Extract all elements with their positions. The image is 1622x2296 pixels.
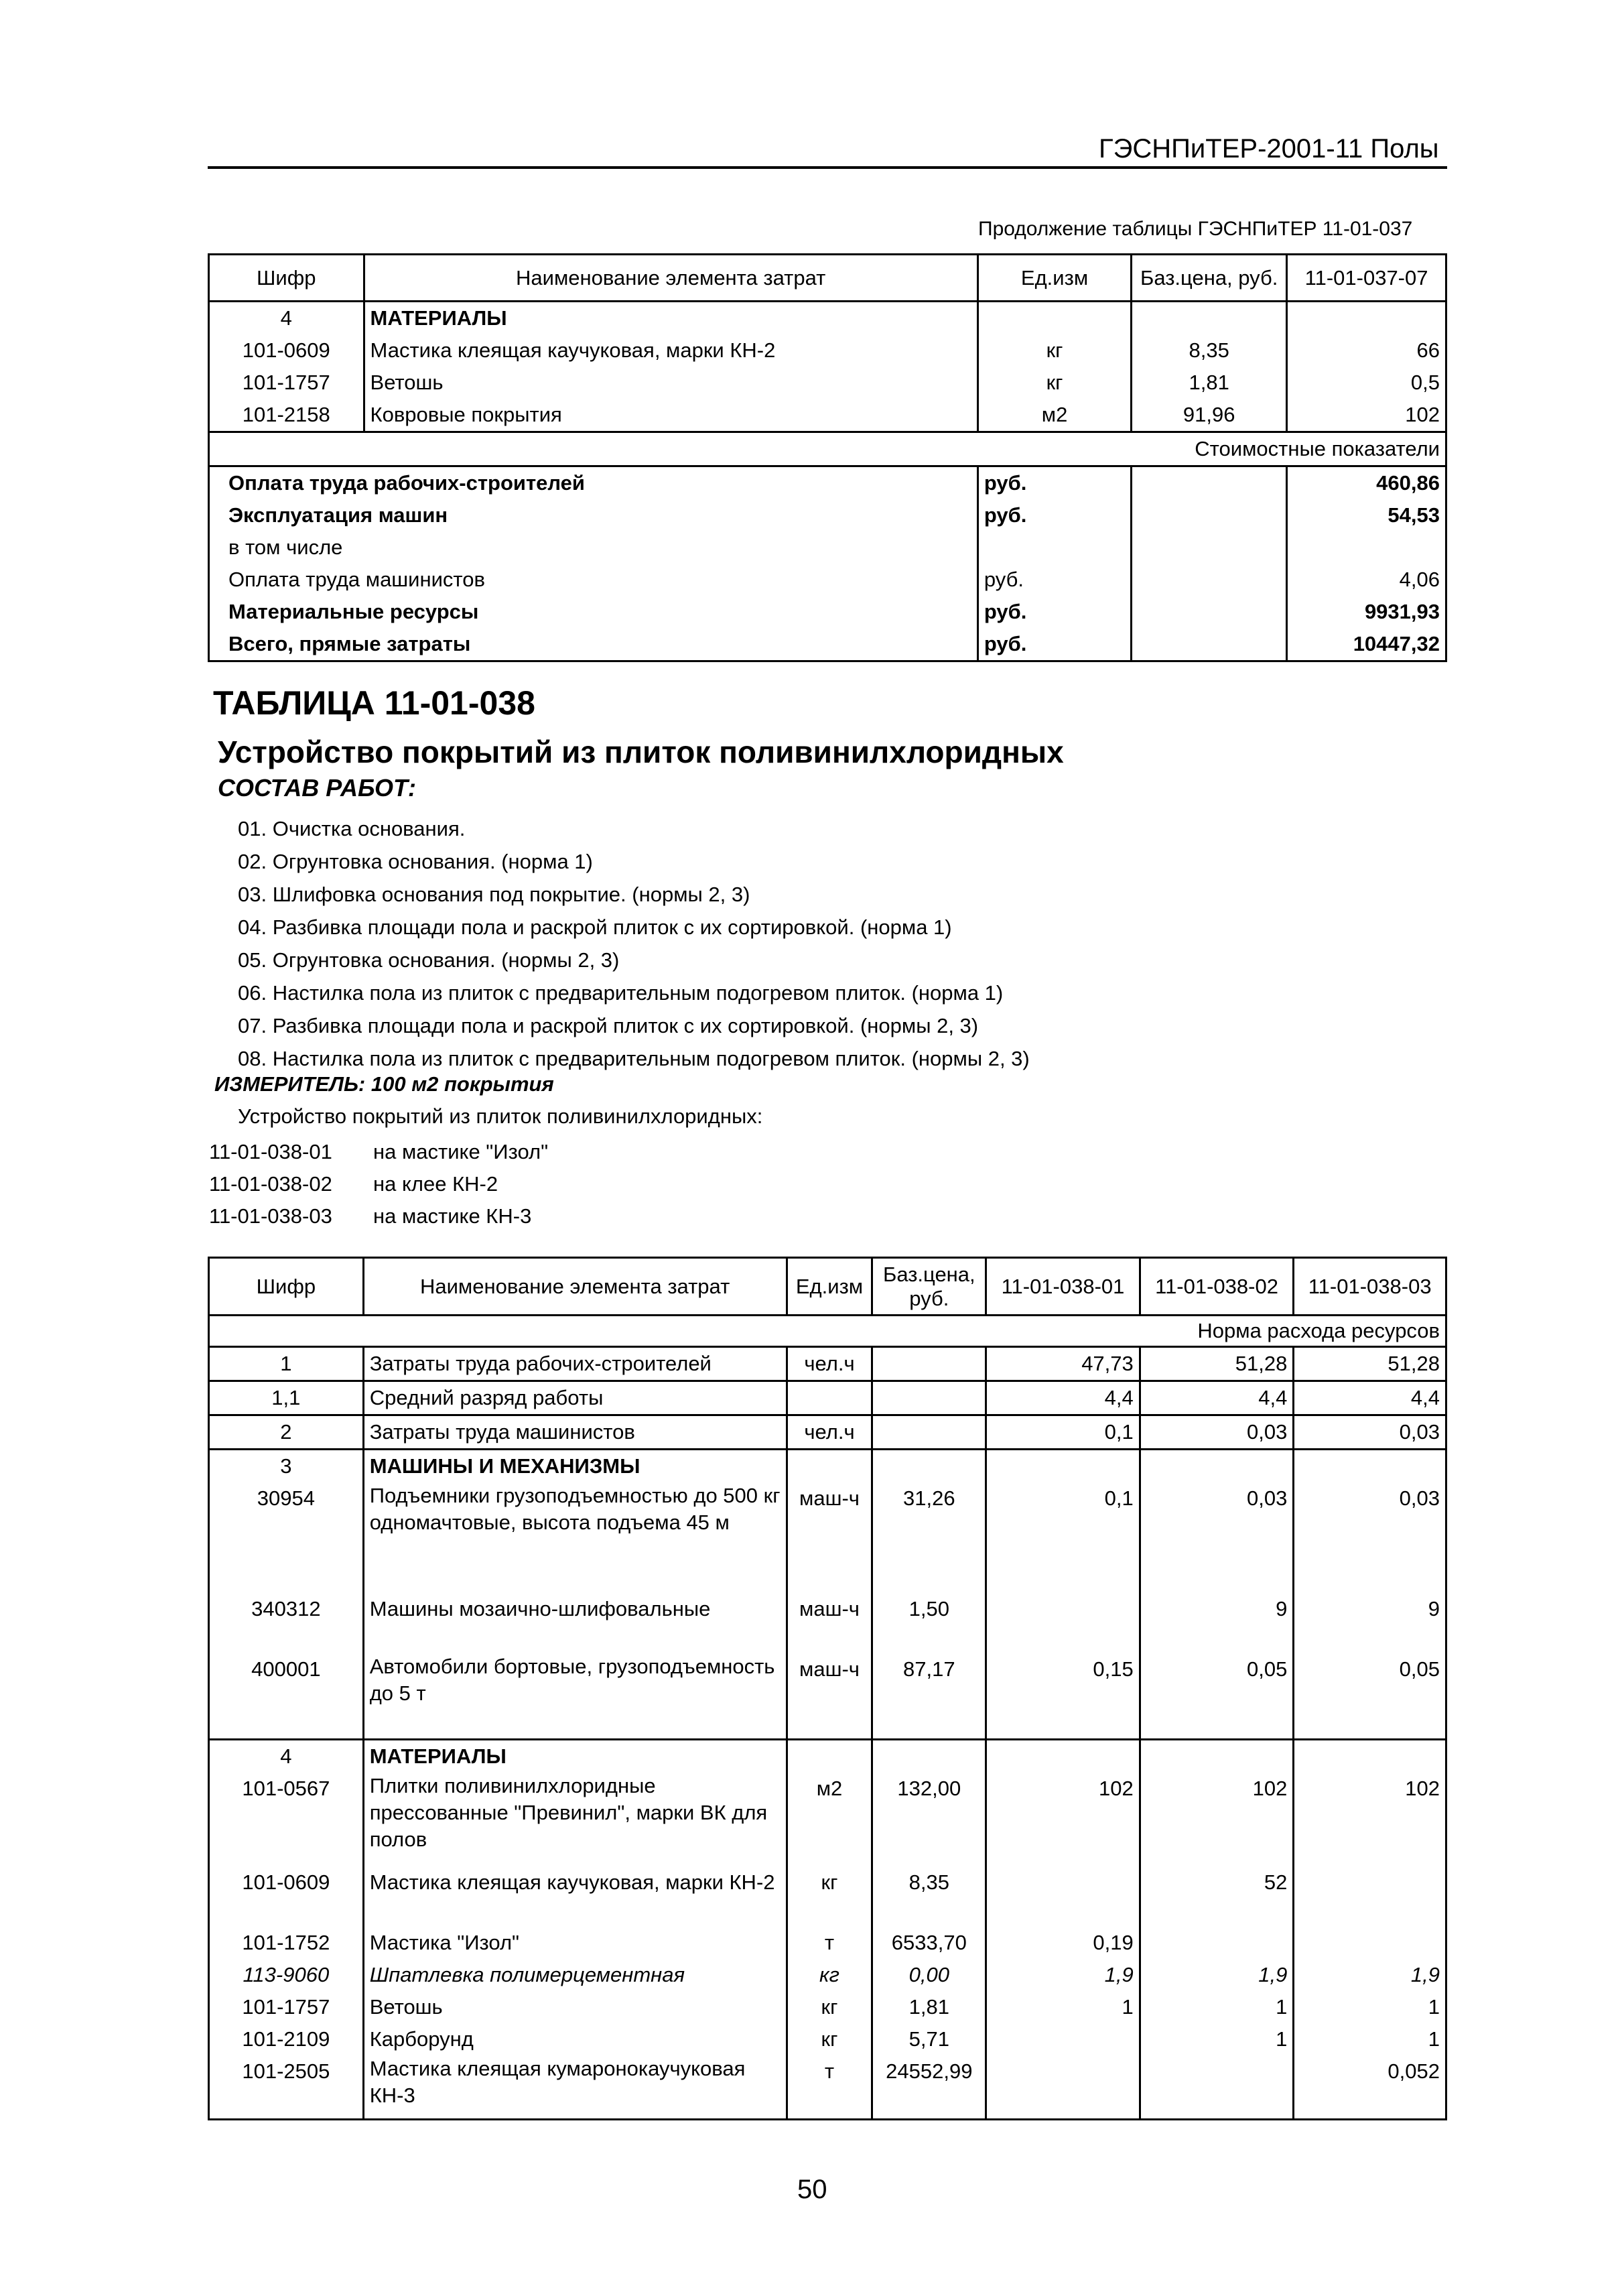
cell-code: 2 xyxy=(209,1415,364,1450)
cost-label-row xyxy=(209,432,1446,466)
norm-label: Норма расхода ресурсов xyxy=(209,1316,1446,1347)
cell-norm-3: 51,28 xyxy=(1294,1347,1446,1381)
cell-code: 101-0609 xyxy=(209,334,364,367)
cost-name: Оплата труда рабочих-строителей xyxy=(209,466,978,500)
col-header-norm-2: 11-01-038-02 xyxy=(1140,1258,1294,1316)
cell-norm-3: 0,03 xyxy=(1294,1482,1446,1593)
cell-unit: кг xyxy=(787,1991,872,2023)
cell-price: 24552,99 xyxy=(872,2055,986,2120)
work-item: 04. Разбивка площади пола и раскрой плиток с их сортировкой. (норма 1) xyxy=(238,915,952,939)
variant-code: 11-01-038-03 xyxy=(209,1204,332,1228)
cell-unit xyxy=(787,1381,872,1415)
cost-unit: руб. xyxy=(977,499,1131,531)
cell-norm-3: 0,052 xyxy=(1294,2055,1446,2120)
cell-code: 101-1752 xyxy=(209,1927,364,1959)
cell-code: 1,1 xyxy=(209,1381,364,1415)
cell-norm-1 xyxy=(986,1593,1140,1653)
cell-value: 0,5 xyxy=(1287,367,1446,399)
cell-unit: кг xyxy=(787,1866,872,1927)
col-header-name: Наименование элемента затрат xyxy=(364,255,977,302)
cell-name: Шпатлевка полимерцементная xyxy=(363,1959,787,1991)
cost-name: в том числе xyxy=(209,531,978,564)
cell-code: 340312 xyxy=(209,1593,364,1653)
work-item: 01. Очистка основания. xyxy=(238,817,466,840)
section-number: 4 xyxy=(209,1739,364,1773)
variant-code: 11-01-038-01 xyxy=(209,1140,332,1163)
cell-norm-2 xyxy=(1140,1927,1294,1959)
cell-price: 1,81 xyxy=(872,1991,986,2023)
cost-unit: руб. xyxy=(977,466,1131,500)
cell-price: 1,50 xyxy=(872,1593,986,1653)
cell-code: 101-2505 xyxy=(209,2055,364,2120)
material-row xyxy=(209,1927,1446,1959)
cell-name: Мастика "Изол" xyxy=(363,1927,787,1959)
cell-unit: чел.ч xyxy=(787,1347,872,1381)
work-item: 06. Настилка пола из плиток с предварительным подогревом плиток. (норма 1) xyxy=(238,981,1004,1005)
labor-row xyxy=(209,1415,1446,1450)
cell-code: 1 xyxy=(209,1347,364,1381)
cell-name: Машины мозаично-шлифовальные xyxy=(363,1593,787,1653)
cell-norm-2: 102 xyxy=(1140,1773,1294,1866)
cell-price: 1,81 xyxy=(1132,367,1287,399)
material-row xyxy=(209,1991,1446,2023)
variant-text: на мастике КН-3 xyxy=(373,1204,532,1228)
cell-code: 400001 xyxy=(209,1653,364,1739)
cell-unit: маш-ч xyxy=(787,1593,872,1653)
cell-name: Затраты труда рабочих-строителей xyxy=(363,1347,787,1381)
col-header-code: Шифр xyxy=(209,1258,364,1316)
cost-unit: руб. xyxy=(977,628,1131,661)
cell-norm-3 xyxy=(1294,1866,1446,1927)
cell-name: Карборунд xyxy=(363,2023,787,2055)
cell-name: Мастика клеящая каучуковая, марки КН-2 xyxy=(364,334,977,367)
cell-norm-2 xyxy=(1140,2055,1294,2120)
section-title: МАШИНЫ И МЕХАНИЗМЫ xyxy=(363,1450,787,1483)
col-header-price: Баз.цена, руб. xyxy=(1132,255,1287,302)
col-header-name: Наименование элемента затрат xyxy=(363,1258,787,1316)
cell-unit: кг xyxy=(977,334,1131,367)
cell-norm-3: 0,05 xyxy=(1294,1653,1446,1739)
col-header-norm-3: 11-01-038-03 xyxy=(1294,1258,1446,1316)
cost-unit xyxy=(977,531,1131,564)
col-header-norm-1: 11-01-038-01 xyxy=(986,1258,1140,1316)
table-row xyxy=(209,334,1446,367)
cell-name: Мастика клеящая кумаронокаучуковая КН-3 xyxy=(363,2055,787,2120)
cost-name: Материальные ресурсы xyxy=(209,596,978,628)
section-number: 3 xyxy=(209,1450,364,1483)
cell-norm-3: 4,4 xyxy=(1294,1381,1446,1415)
norm-label-row xyxy=(209,1316,1446,1347)
cost-value: 4,06 xyxy=(1287,564,1446,596)
cost-value: 460,86 xyxy=(1287,466,1446,500)
cell-name: Плитки поливинилхлоридные прессованные "Превинил", марки ВК для полов xyxy=(363,1773,787,1866)
variant-item xyxy=(209,1168,548,1200)
cell-norm-1: 0,15 xyxy=(986,1653,1140,1739)
cell-unit: кг xyxy=(787,1959,872,1991)
cell-code: 101-1757 xyxy=(209,367,364,399)
table-11-01-038 xyxy=(208,1257,1447,2120)
material-row xyxy=(209,1866,1446,1927)
material-row xyxy=(209,2055,1446,2120)
cell-norm-1: 1 xyxy=(986,1991,1140,2023)
cost-value: 54,53 xyxy=(1287,499,1446,531)
cell-norm-3 xyxy=(1294,1927,1446,1959)
table-subtitle: Устройство покрытий из плиток поливинилхлоридных xyxy=(218,735,1064,769)
cost-label: Стоимостные показатели xyxy=(209,432,1446,466)
meter-label: ИЗМЕРИТЕЛЬ: 100 м2 покрытия xyxy=(214,1072,554,1096)
cell-norm-2: 0,05 xyxy=(1140,1653,1294,1739)
cell-name: Ветошь xyxy=(363,1991,787,2023)
cell-norm-3: 102 xyxy=(1294,1773,1446,1866)
header-rule xyxy=(208,166,1447,169)
variants-list xyxy=(209,1136,548,1232)
section-title: МАТЕРИАЛЫ xyxy=(363,1739,787,1773)
cost-name: Всего, прямые затраты xyxy=(209,628,978,661)
cell-price: 31,26 xyxy=(872,1482,986,1593)
machine-row xyxy=(209,1653,1446,1739)
cell-name: Мастика клеящая каучуковая, марки КН-2 xyxy=(363,1866,787,1927)
col-header-unit: Ед.изм xyxy=(787,1258,872,1316)
cost-row xyxy=(209,596,1446,628)
variant-text: на клее КН-2 xyxy=(373,1172,498,1196)
cell-unit: м2 xyxy=(977,399,1131,432)
cell-norm-1: 102 xyxy=(986,1773,1140,1866)
table-row xyxy=(209,399,1446,432)
work-item: 08. Настилка пола из плиток с предварительным подогревом плиток. (нормы 2, 3) xyxy=(238,1047,1030,1070)
cell-norm-1 xyxy=(986,2055,1140,2120)
running-header: ГЭСНПиТЕР-2001-11 Полы xyxy=(1099,134,1439,164)
section-number: 4 xyxy=(209,302,364,335)
cell-price: 87,17 xyxy=(872,1653,986,1739)
cost-row xyxy=(209,499,1446,531)
section-row xyxy=(209,1450,1446,1483)
cell-unit: кг xyxy=(787,2023,872,2055)
cell-unit: т xyxy=(787,2055,872,2120)
cell-name: Ковровые покрытия xyxy=(364,399,977,432)
cell-value: 102 xyxy=(1287,399,1446,432)
cell-price: 132,00 xyxy=(872,1773,986,1866)
variant-text: на мастике "Изол" xyxy=(373,1140,549,1163)
cell-norm-2: 0,03 xyxy=(1140,1482,1294,1593)
cell-norm-2: 1,9 xyxy=(1140,1959,1294,1991)
cell-norm-3: 1,9 xyxy=(1294,1959,1446,1991)
cost-unit: руб. xyxy=(977,596,1131,628)
labor-row xyxy=(209,1347,1446,1381)
cell-norm-2: 1 xyxy=(1140,1991,1294,2023)
cell-price xyxy=(872,1415,986,1450)
cell-name: Автомобили бортовые, грузоподъемность до 5 т xyxy=(363,1653,787,1739)
cell-norm-2: 52 xyxy=(1140,1866,1294,1927)
cell-norm-2: 0,03 xyxy=(1140,1415,1294,1450)
machine-row xyxy=(209,1593,1446,1653)
cost-row xyxy=(209,531,1446,564)
cell-norm-2: 4,4 xyxy=(1140,1381,1294,1415)
cell-code: 101-2109 xyxy=(209,2023,364,2055)
cell-norm-3: 1 xyxy=(1294,1991,1446,2023)
cell-norm-3: 1 xyxy=(1294,2023,1446,2055)
cell-price: 6533,70 xyxy=(872,1927,986,1959)
work-item: 07. Разбивка площади пола и раскрой плиток с их сортировкой. (нормы 2, 3) xyxy=(238,1014,979,1037)
cell-price: 91,96 xyxy=(1132,399,1287,432)
cell-norm-3: 9 xyxy=(1294,1593,1446,1653)
cell-norm-1: 0,1 xyxy=(986,1482,1140,1593)
cell-price xyxy=(872,1381,986,1415)
col-header-code: Шифр xyxy=(209,255,364,302)
cell-price xyxy=(872,1347,986,1381)
section-row xyxy=(209,1739,1446,1773)
cost-row xyxy=(209,466,1446,500)
cell-norm-1 xyxy=(986,2023,1140,2055)
cell-code: 30954 xyxy=(209,1482,364,1593)
cell-price: 8,35 xyxy=(872,1866,986,1927)
cell-unit: м2 xyxy=(787,1773,872,1866)
cell-code: 101-0567 xyxy=(209,1773,364,1866)
cell-norm-1: 1,9 xyxy=(986,1959,1140,1991)
meter-intro: Устройство покрытий из плиток поливинилхлоридных: xyxy=(238,1104,763,1128)
section-row xyxy=(209,302,1446,335)
cost-unit: руб. xyxy=(977,564,1131,596)
cell-norm-1 xyxy=(986,1866,1140,1927)
cell-name: Подъемники грузоподъемностью до 500 кг одномачтовые, высота подъема 45 м xyxy=(363,1482,787,1593)
cost-row xyxy=(209,628,1446,661)
cell-name: Ветошь xyxy=(364,367,977,399)
cell-unit: кг xyxy=(977,367,1131,399)
cell-price: 8,35 xyxy=(1132,334,1287,367)
col-header-norm: 11-01-037-07 xyxy=(1287,255,1446,302)
works-heading: СОСТАВ РАБОТ: xyxy=(218,774,416,802)
table-row xyxy=(209,367,1446,399)
col-header-unit: Ед.изм xyxy=(977,255,1131,302)
cost-value: 10447,32 xyxy=(1287,628,1446,661)
machine-row xyxy=(209,1482,1446,1593)
labor-row xyxy=(209,1381,1446,1415)
cell-unit: маш-ч xyxy=(787,1482,872,1593)
cost-name: Оплата труда машинистов xyxy=(209,564,978,596)
cell-value: 66 xyxy=(1287,334,1446,367)
cell-norm-1: 0,1 xyxy=(986,1415,1140,1450)
work-item: 03. Шлифовка основания под покрытие. (нормы 2, 3) xyxy=(238,883,750,906)
cell-code: 101-0609 xyxy=(209,1866,364,1927)
work-item: 05. Огрунтовка основания. (нормы 2, 3) xyxy=(238,948,620,972)
cell-norm-1: 4,4 xyxy=(986,1381,1140,1415)
page-number: 50 xyxy=(797,2175,827,2204)
cell-norm-1: 47,73 xyxy=(986,1347,1140,1381)
cell-name: Средний разряд работы xyxy=(363,1381,787,1415)
works-list xyxy=(238,812,1030,1075)
material-row xyxy=(209,1959,1446,1991)
cell-code: 101-1757 xyxy=(209,1991,364,2023)
cell-unit: т xyxy=(787,1927,872,1959)
cell-norm-2: 51,28 xyxy=(1140,1347,1294,1381)
table-title: ТАБЛИЦА 11-01-038 xyxy=(213,684,535,722)
table-11-01-037-continued xyxy=(208,253,1447,662)
variant-item xyxy=(209,1200,548,1232)
section-title: МАТЕРИАЛЫ xyxy=(364,302,977,335)
cell-norm-2: 1 xyxy=(1140,2023,1294,2055)
variant-item xyxy=(209,1136,548,1168)
cost-value xyxy=(1287,531,1446,564)
cost-value: 9931,93 xyxy=(1287,596,1446,628)
cell-price: 0,00 xyxy=(872,1959,986,1991)
cost-name: Эксплуатация машин xyxy=(209,499,978,531)
work-item: 02. Огрунтовка основания. (норма 1) xyxy=(238,850,593,873)
cell-norm-1: 0,19 xyxy=(986,1927,1140,1959)
cell-price: 5,71 xyxy=(872,2023,986,2055)
cost-row xyxy=(209,564,1446,596)
table-continuation-note: Продолжение таблицы ГЭСНПиТЕР 11-01-037 xyxy=(978,218,1413,240)
cell-code: 101-2158 xyxy=(209,399,364,432)
col-header-price: Баз.цена, руб. xyxy=(872,1258,986,1316)
cell-unit: чел.ч xyxy=(787,1415,872,1450)
variant-code: 11-01-038-02 xyxy=(209,1172,332,1196)
cell-code: 113-9060 xyxy=(209,1959,364,1991)
cell-name: Затраты труда машинистов xyxy=(363,1415,787,1450)
cell-unit: маш-ч xyxy=(787,1653,872,1739)
cell-norm-3: 0,03 xyxy=(1294,1415,1446,1450)
material-row xyxy=(209,1773,1446,1866)
material-row xyxy=(209,2023,1446,2055)
cell-norm-2: 9 xyxy=(1140,1593,1294,1653)
